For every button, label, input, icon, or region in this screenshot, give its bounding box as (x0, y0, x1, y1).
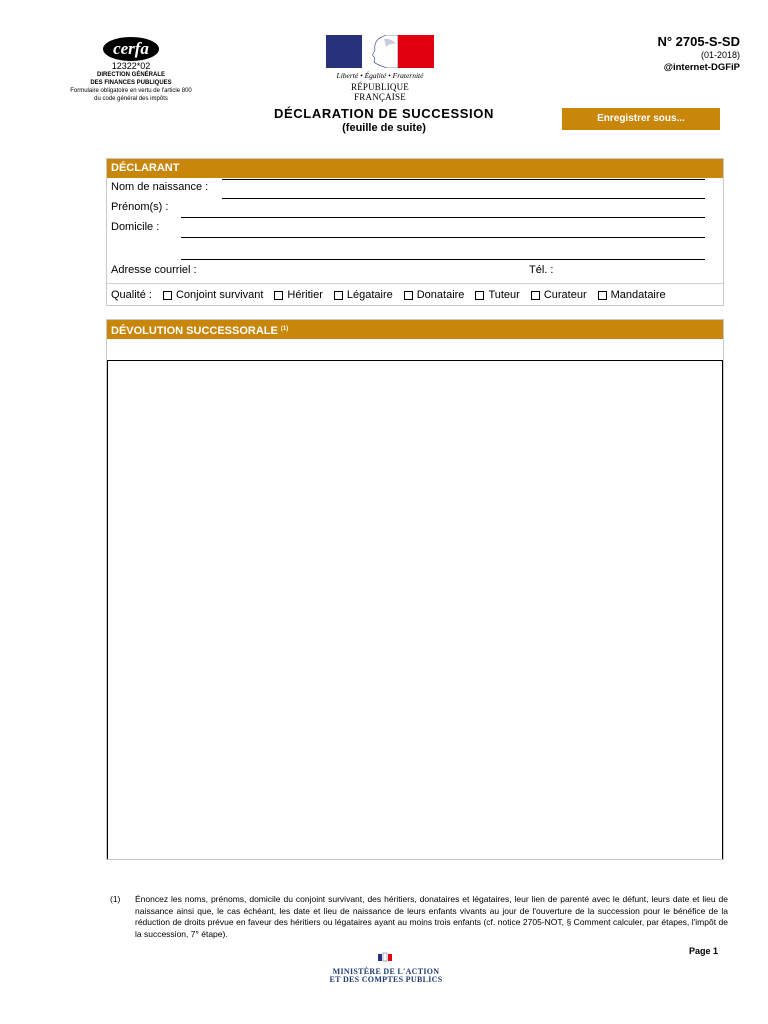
checkbox-icon[interactable] (274, 291, 283, 300)
domicile-field-line-2[interactable] (181, 259, 705, 260)
declarant-heading: DÉCLARANT (107, 159, 723, 178)
checkbox-icon[interactable] (531, 291, 540, 300)
checkbox-icon[interactable] (334, 291, 343, 300)
prenom-field[interactable] (181, 217, 705, 218)
direction-block (46, 71, 216, 103)
qualite-option-mandataire[interactable]: Mandataire (598, 289, 666, 301)
direction-line-2: DES FINANCES PUBLIQUES (90, 80, 172, 86)
devolution-heading: DÉVOLUTION SUCCESSORALE $^{(1)}$ (107, 320, 723, 339)
direction-line-1: DIRECTION GÉNÉRALE (96, 72, 165, 78)
checkbox-icon[interactable] (475, 291, 484, 300)
form-source: @internet-DGFiP (663, 62, 740, 73)
email-label: Adresse courriel : (111, 264, 197, 276)
title-sub: (feuille de suite) (342, 122, 426, 134)
nom-field[interactable] (222, 198, 705, 199)
checkbox-icon[interactable] (598, 291, 607, 300)
qualite-option-legataire[interactable]: Légataire (334, 289, 393, 301)
document-title (240, 106, 528, 134)
footnote-text: Énoncez les noms, prénoms, domicile du conjoint survivant, des héritiers, donataires et légataires, leur lien de parenté avec le défunt, leurs date et lieu de naissance ainsi que, le cas échéant, les date et lieu de naissance de leurs enfants vivants au jour de l'ouverture de la succession pour le bénéfice de la réduction de droits prévue en faveur des héritiers ou légataires ayant au moins trois enfants (cf. notice 2705-NOT, § Comment calculer, par étapes, l'impôt de la succession, 7° étape). (135, 894, 728, 939)
qualite-option-conjoint[interactable]: Conjoint survivant (163, 289, 263, 301)
republique-motto: Liberté • Égalité • Fraternité (336, 71, 424, 80)
cerfa-number: 12322*02 (111, 61, 151, 71)
ministere-line-1: MINISTÈRE DE L'ACTION (332, 967, 440, 976)
checkbox-icon[interactable] (404, 291, 413, 300)
title-main: DÉCLARATION DE SUCCESSION (274, 106, 494, 121)
republique-francaise: RÉPUBLIQUE FRANÇAISE (351, 82, 409, 102)
form-number: N° 2705-S-SD (657, 34, 740, 49)
tel-label: Tél. : (529, 264, 554, 276)
marianne-profile-icon (362, 35, 398, 68)
marianne-small-icon (378, 952, 392, 962)
prenom-label: Prénom(s) : (111, 201, 169, 213)
declarant-section (106, 158, 724, 306)
qualite-row (111, 289, 666, 301)
marianne-logo (325, 35, 435, 102)
qualite-label: Qualité : (111, 289, 152, 301)
devolution-section (106, 319, 724, 860)
ministere-logo (320, 952, 452, 988)
legal-line-2: du code général des impôts (94, 96, 168, 102)
checkbox-icon[interactable] (163, 291, 172, 300)
nom-top-line (222, 179, 705, 180)
qualite-option-curateur[interactable]: Curateur (531, 289, 587, 301)
footnote-ref: (1) (280, 326, 289, 332)
page-number: Page 1 (688, 946, 718, 956)
footnote-number: (1) (110, 894, 121, 904)
legal-line-1: Formulaire obligatoire en vertu de l'article 800 (70, 88, 192, 94)
form-date: (01-2018) (700, 50, 740, 60)
qualite-option-heritier[interactable]: Héritier (274, 289, 322, 301)
qualite-option-donataire[interactable]: Donataire (404, 289, 465, 301)
form-identifier (657, 34, 740, 73)
qualite-option-tuteur[interactable]: Tuteur (475, 289, 519, 301)
domicile-label: Domicile : (111, 221, 160, 233)
tricolor-flag (326, 35, 434, 68)
qualite-divider (107, 283, 723, 284)
cerfa-logo: cerfa (103, 37, 159, 61)
domicile-field-line-1[interactable] (181, 237, 705, 238)
nom-label: Nom de naissance : (111, 181, 209, 193)
ministere-line-2: ET DES COMPTES PUBLICS (329, 975, 443, 984)
save-as-button[interactable]: Enregistrer sous... (562, 108, 720, 130)
devolution-text-area[interactable] (107, 360, 723, 859)
